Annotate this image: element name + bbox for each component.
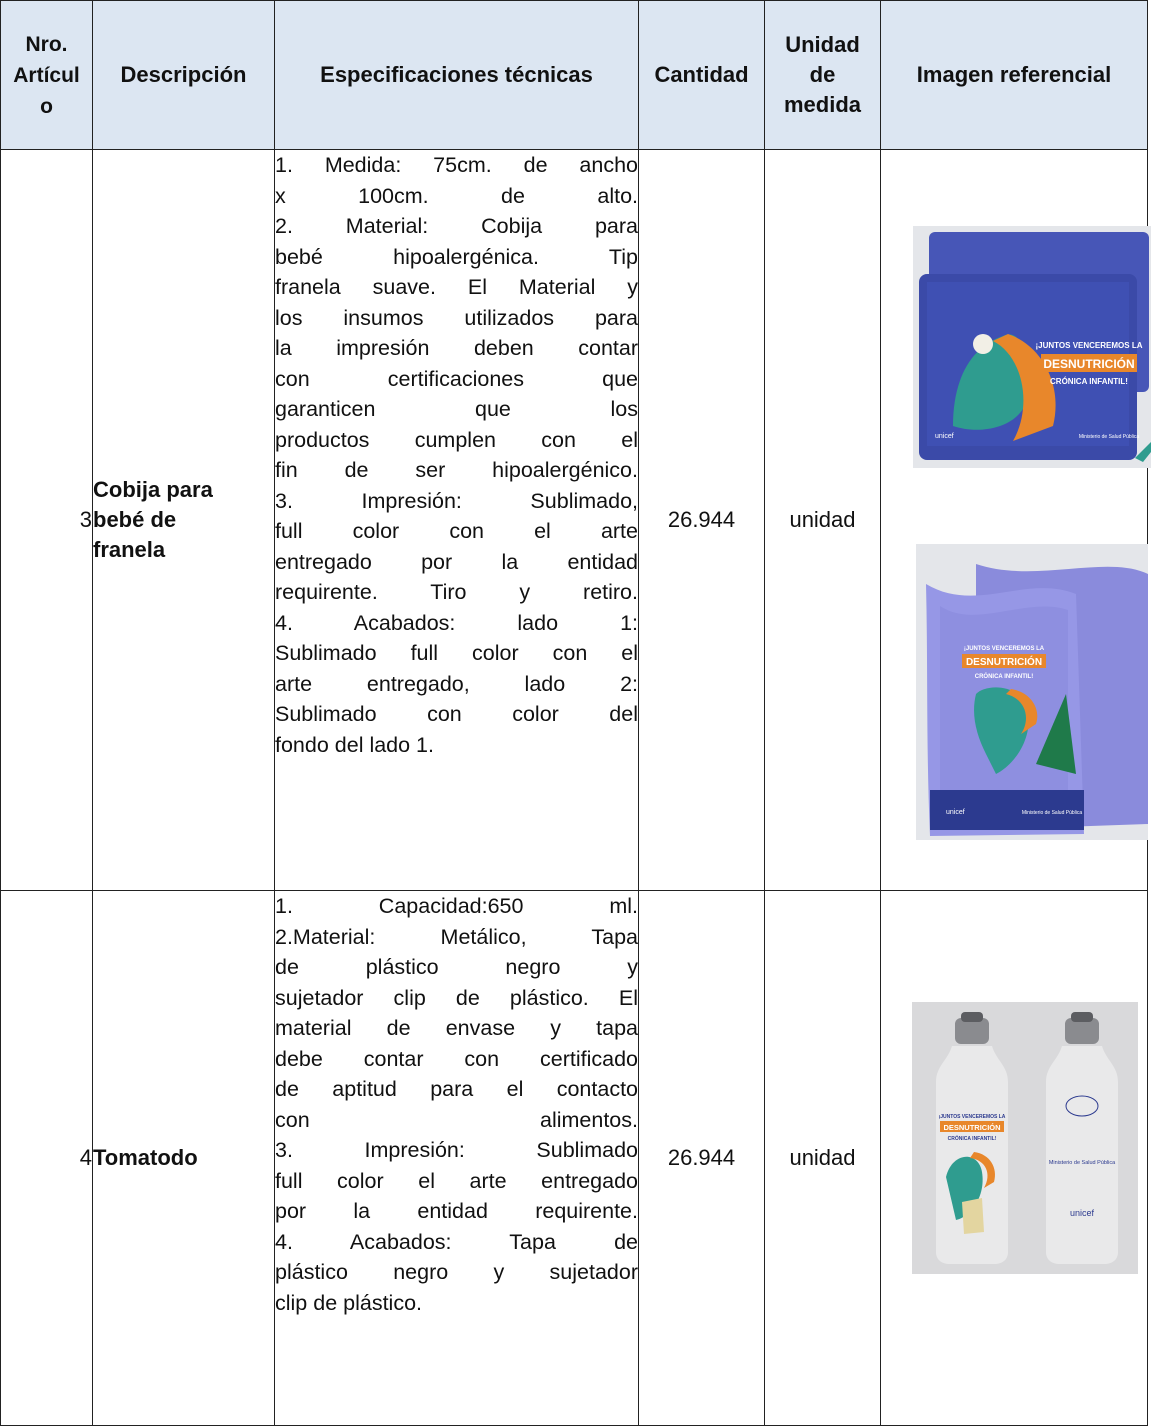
row-specifications bbox=[275, 150, 639, 891]
row-description bbox=[93, 891, 275, 1426]
spec-line: los insumos utilizados para bbox=[275, 305, 638, 330]
spec-line: con certificaciones que bbox=[275, 366, 638, 391]
spec-line: entregado por la entidad bbox=[275, 549, 638, 574]
header-unidad-line: Unidad bbox=[785, 32, 860, 57]
spec-line: de aptitud para el contacto bbox=[275, 1077, 638, 1101]
svg-text:unicef: unicef bbox=[1069, 1208, 1095, 1218]
blanket-light-image bbox=[916, 544, 1148, 840]
spec-line: Sublimado full color con el bbox=[275, 641, 638, 665]
row-quantity: 26.944 bbox=[639, 891, 765, 1426]
banner-text bbox=[1036, 341, 1143, 386]
header-nro-line: o bbox=[40, 94, 53, 118]
spec-line: franela suave. El Material y bbox=[275, 275, 638, 299]
header-nro-line: Nro. bbox=[25, 32, 68, 56]
description-line: franela bbox=[93, 537, 166, 562]
description-line: bebé de bbox=[93, 507, 177, 532]
header-unidad bbox=[765, 1, 881, 150]
row-quantity: 26.944 bbox=[639, 150, 765, 891]
svg-text:unicef: unicef bbox=[946, 809, 965, 816]
spec-line: productos cumplen con el bbox=[275, 427, 638, 452]
spec-line: 1. Medida: 75cm. de ancho bbox=[275, 153, 638, 177]
svg-text:Ministerio de Salud Pública: Ministerio de Salud Pública bbox=[1048, 1160, 1116, 1166]
description-line: Tomatodo bbox=[93, 1145, 198, 1170]
header-unidad-line: de bbox=[809, 62, 836, 87]
spec-line: clip de plástico. bbox=[275, 1290, 422, 1315]
row-number: 3 bbox=[1, 150, 93, 891]
description-line: Cobija para bbox=[93, 477, 213, 502]
row-reference-image bbox=[881, 150, 1148, 891]
row-unit: unidad bbox=[765, 150, 881, 891]
svg-text:CRÓNICA INFANTIL!: CRÓNICA INFANTIL! bbox=[974, 674, 1034, 680]
spec-line: fin de ser hipoalergénico. bbox=[275, 458, 638, 482]
row-unit: unidad bbox=[765, 891, 881, 1426]
svg-text:¡JUNTOS VENCEREMOS LA: ¡JUNTOS VENCEREMOS LA bbox=[1035, 341, 1143, 350]
table-row bbox=[1, 150, 1148, 891]
spec-line: Sublimado con color del bbox=[275, 702, 638, 726]
svg-text:CRÓNICA INFANTIL!: CRÓNICA INFANTIL! bbox=[947, 1136, 997, 1142]
spec-line: full color el arte entregado bbox=[275, 1168, 638, 1193]
bottle-image bbox=[912, 1002, 1138, 1274]
header-descripcion: Descripción bbox=[93, 1, 275, 150]
spec-line: plástico negro y sujetador bbox=[275, 1260, 638, 1284]
row-reference-image bbox=[881, 891, 1148, 1426]
spec-line: arte entregado, lado 2: bbox=[275, 671, 638, 696]
header-especificaciones: Especificaciones técnicas bbox=[275, 1, 639, 150]
spec-line: 2. Material: Cobija para bbox=[275, 214, 638, 238]
header-row bbox=[1, 1, 1148, 150]
table-row bbox=[1, 891, 1148, 1426]
spec-line: garanticen que los bbox=[275, 397, 638, 421]
header-imagen: Imagen referencial bbox=[881, 1, 1148, 150]
spec-line: x 100cm. de alto. bbox=[275, 183, 638, 208]
header-nro-line: Artícul bbox=[13, 63, 80, 87]
svg-text:¡JUNTOS VENCEREMOS LA: ¡JUNTOS VENCEREMOS LA bbox=[938, 1114, 1006, 1120]
blanket-dark-image bbox=[913, 226, 1151, 468]
svg-text:CRÓNICA INFANTIL!: CRÓNICA INFANTIL! bbox=[1050, 377, 1128, 386]
header-nro bbox=[1, 1, 93, 150]
svg-text:DESNUTRICIÓN: DESNUTRICIÓN bbox=[943, 1123, 1001, 1132]
header-unidad-line: medida bbox=[783, 92, 862, 117]
row-number: 4 bbox=[1, 891, 93, 1426]
svg-text:DESNUTRICIÓN: DESNUTRICIÓN bbox=[965, 657, 1043, 668]
spec-line: la impresión deben contar bbox=[275, 336, 638, 360]
spec-line: 4. Acabados: lado 1: bbox=[275, 610, 638, 635]
banner-text bbox=[939, 1114, 1006, 1142]
spec-line: 2.Material: Metálico, Tapa bbox=[275, 924, 638, 949]
spec-line: debe contar con certificado bbox=[275, 1046, 638, 1071]
spec-line: bebé hipoalergénica. Tip bbox=[275, 244, 638, 269]
svg-text:unicef: unicef bbox=[935, 433, 954, 440]
svg-text:DESNUTRICIÓN: DESNUTRICIÓN bbox=[1043, 357, 1135, 371]
row-description bbox=[93, 150, 275, 891]
spec-line: 4. Acabados: Tapa de bbox=[275, 1229, 638, 1254]
svg-text:Ministerio de Salud Pública: Ministerio de Salud Pública bbox=[1078, 434, 1140, 440]
row-specifications bbox=[275, 891, 639, 1426]
spec-line: 1. Capacidad:650 ml. bbox=[275, 894, 638, 918]
header-cantidad: Cantidad bbox=[639, 1, 765, 150]
spec-line: fondo del lado 1. bbox=[275, 732, 434, 757]
spec-line: por la entidad requirente. bbox=[275, 1199, 638, 1223]
svg-text:Ministerio de Salud Pública: Ministerio de Salud Pública bbox=[1021, 810, 1083, 816]
spec-line: con alimentos. bbox=[275, 1107, 638, 1132]
spec-line: de plástico negro y bbox=[275, 955, 638, 979]
svg-text:¡JUNTOS VENCEREMOS LA: ¡JUNTOS VENCEREMOS LA bbox=[963, 646, 1045, 652]
spec-line: 3. Impresión: Sublimado bbox=[275, 1138, 638, 1162]
spec-line: full color con el arte bbox=[275, 519, 638, 543]
spec-line: sujetador clip de plástico. El bbox=[275, 985, 638, 1010]
spec-line: requirente. Tiro y retiro. bbox=[275, 580, 638, 604]
spec-line: material de envase y tapa bbox=[275, 1016, 638, 1040]
spec-line: 3. Impresión: Sublimado, bbox=[275, 488, 638, 513]
